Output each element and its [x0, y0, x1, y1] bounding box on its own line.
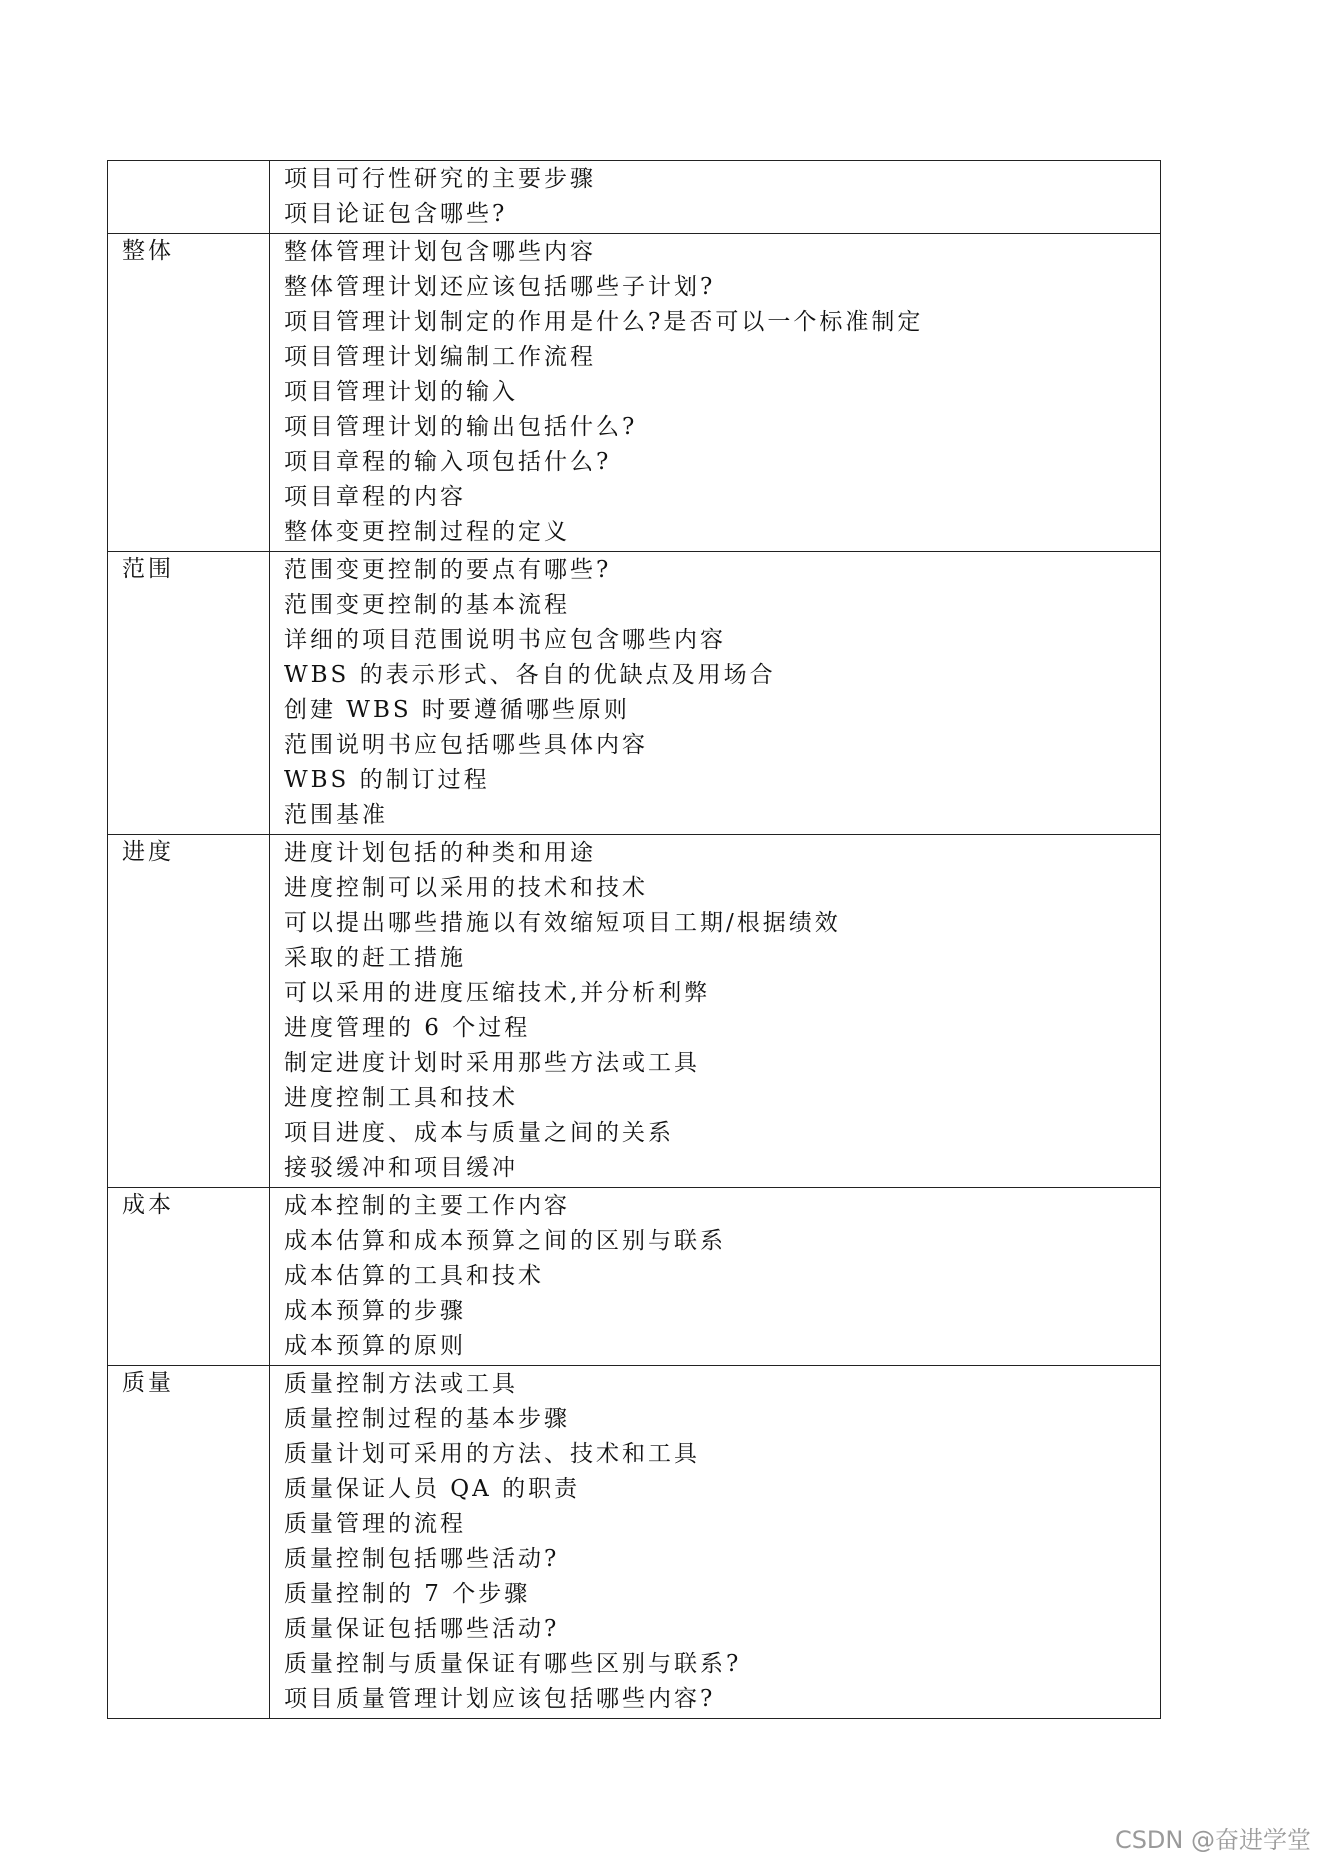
question-list: [284, 234, 1160, 551]
question-item: 质量控制与质量保证有哪些区别与联系?: [284, 1651, 742, 1677]
table-row: [108, 835, 1161, 1188]
question-item: 可以提出哪些措施以有效缩短项目工期/根据绩效: [284, 910, 841, 936]
question-item: 进度控制工具和技术: [284, 1085, 518, 1111]
question-item: 范围说明书应包括哪些具体内容: [284, 732, 648, 758]
table-row: [108, 234, 1161, 552]
question-item: 项目管理计划的输入: [284, 379, 518, 405]
question-item: 成本估算和成本预算之间的区别与联系: [284, 1228, 726, 1254]
question-item: WBS 的表示形式、各自的优缺点及用场合: [284, 662, 776, 688]
table-row: [108, 161, 1161, 234]
question-item: 范围基准: [284, 802, 388, 828]
question-item: 整体管理计划还应该包括哪些子计划?: [284, 274, 716, 300]
question-list: [284, 1188, 1160, 1365]
questions-cell: [270, 1366, 1161, 1719]
category-label: 质量: [122, 1370, 174, 1396]
question-item: 项目进度、成本与质量之间的关系: [284, 1120, 674, 1146]
question-item: 质量保证包括哪些活动?: [284, 1616, 560, 1642]
question-item: 项目章程的内容: [284, 484, 466, 510]
questions-cell: [270, 552, 1161, 835]
question-item: 成本预算的原则: [284, 1333, 466, 1359]
question-item: 项目可行性研究的主要步骤: [284, 166, 596, 192]
question-item: 质量保证人员 QA 的职责: [284, 1476, 581, 1502]
question-item: 质量控制过程的基本步骤: [284, 1406, 570, 1432]
question-item: 项目管理计划的输出包括什么?: [284, 414, 638, 440]
table-row: [108, 1188, 1161, 1366]
topics-table: [107, 160, 1161, 1719]
question-list: [284, 161, 1160, 233]
question-item: 整体管理计划包含哪些内容: [284, 239, 596, 265]
question-item: 详细的项目范围说明书应包含哪些内容: [284, 627, 726, 653]
category-cell: [108, 835, 270, 1188]
question-item: 接驳缓冲和项目缓冲: [284, 1155, 518, 1181]
question-item: 项目质量管理计划应该包括哪些内容?: [284, 1686, 716, 1712]
question-item: 整体变更控制过程的定义: [284, 519, 570, 545]
question-item: 项目论证包含哪些?: [284, 201, 508, 227]
question-item: 项目管理计划编制工作流程: [284, 344, 596, 370]
question-item: 可以采用的进度压缩技术,并分析利弊: [284, 980, 711, 1006]
question-item: 制定进度计划时采用那些方法或工具: [284, 1050, 700, 1076]
question-item: 质量控制包括哪些活动?: [284, 1546, 560, 1572]
topics-table-body: [108, 161, 1161, 1719]
category-cell: [108, 552, 270, 835]
category-cell: [108, 234, 270, 552]
category-label: 成本: [122, 1192, 174, 1218]
questions-cell: [270, 234, 1161, 552]
question-item: 成本预算的步骤: [284, 1298, 466, 1324]
question-item: 采取的赶工措施: [284, 945, 466, 971]
question-item: 质量控制方法或工具: [284, 1371, 518, 1397]
question-list: [284, 835, 1160, 1187]
category-label: [122, 161, 269, 196]
question-list: [284, 1366, 1160, 1718]
question-item: 进度控制可以采用的技术和技术: [284, 875, 648, 901]
question-item: 创建 WBS 时要遵循哪些原则: [284, 697, 630, 723]
question-list: [284, 552, 1160, 834]
category-cell: [108, 161, 270, 234]
question-item: 项目管理计划制定的作用是什么?是否可以一个标准制定: [284, 309, 924, 335]
category-label: 整体: [122, 238, 174, 264]
category-cell: [108, 1188, 270, 1366]
category-label: 范围: [122, 556, 174, 582]
questions-cell: [270, 161, 1161, 234]
question-item: 项目章程的输入项包括什么?: [284, 449, 612, 475]
table-row: [108, 1366, 1161, 1719]
category-cell: [108, 1366, 270, 1719]
questions-cell: [270, 1188, 1161, 1366]
question-item: 质量计划可采用的方法、技术和工具: [284, 1441, 700, 1467]
question-item: WBS 的制订过程: [284, 767, 490, 793]
table-row: [108, 552, 1161, 835]
question-item: 质量管理的流程: [284, 1511, 466, 1537]
question-item: 进度管理的 6 个过程: [284, 1015, 531, 1041]
question-item: 范围变更控制的要点有哪些?: [284, 557, 612, 583]
question-item: 成本控制的主要工作内容: [284, 1193, 570, 1219]
question-item: 成本估算的工具和技术: [284, 1263, 544, 1289]
category-label: 进度: [122, 839, 174, 865]
watermark: CSDN @奋进学堂: [1114, 1826, 1311, 1854]
questions-cell: [270, 835, 1161, 1188]
question-item: 进度计划包括的种类和用途: [284, 840, 596, 866]
question-item: 范围变更控制的基本流程: [284, 592, 570, 618]
question-item: 质量控制的 7 个步骤: [284, 1581, 531, 1607]
